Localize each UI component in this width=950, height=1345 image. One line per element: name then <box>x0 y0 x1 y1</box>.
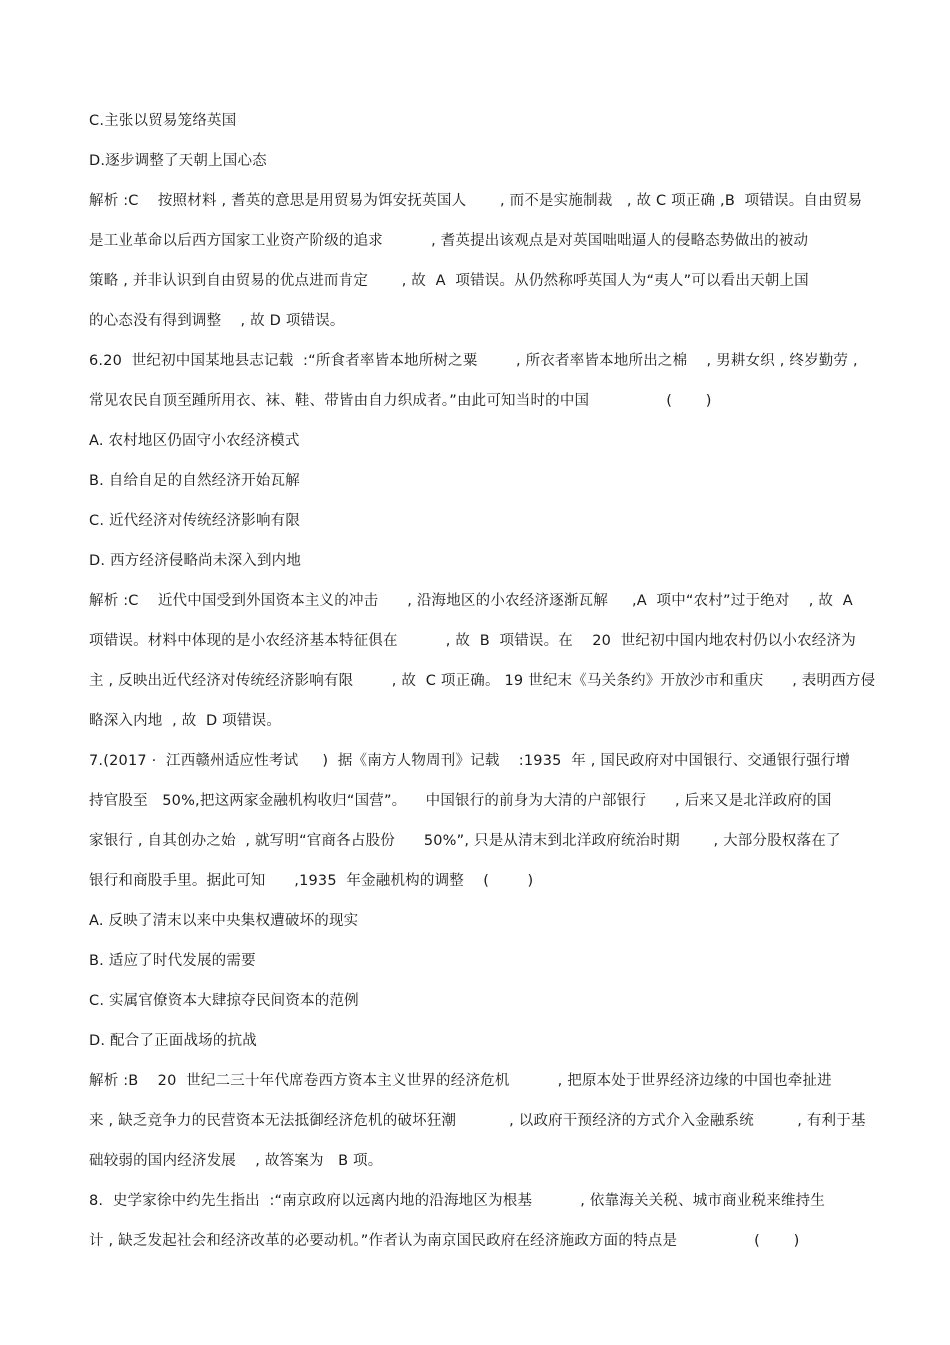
analysis-q5-line-3: 策略 , 并非认识到自由贸易的优点进而肯定 , 故 A 项错误。从仍然称呼英国人为“夷人”可以看出天朝上国 <box>89 273 809 289</box>
analysis-q6-line-2: 项错误。材料中体现的是小农经济基本特征俱在 , 故 B 项错误。在 20 世纪初中国内地农村仍以小农经济为 <box>89 633 856 649</box>
option-c-q6: C. 近代经济对传统经济影响有限 <box>89 513 301 529</box>
analysis-q5-line-2: 是工业革命以后西方国家工业资产阶级的追求 , 耆英提出该观点是对英国咄咄逼人的侵略态势做出的被动 <box>89 233 809 249</box>
analysis-q7-line-2: 来 , 缺乏竞争力的民营资本无法抵御经济危机的破坏狂潮 , 以政府干预经济的方式介入金融系统 , 有利于基 <box>89 1113 866 1129</box>
analysis-q6-line-3: 主 , 反映出近代经济对传统经济影响有限 , 故 C 项正确。 19 世纪末《马关条约》开放沙市和重庆 , 表明西方侵 <box>89 673 876 689</box>
analysis-q5-line-4: 的心态没有得到调整 , 故 D 项错误。 <box>89 313 345 329</box>
analysis-q6-line-4: 略深入内地 , 故 D 项错误。 <box>89 713 282 729</box>
option-b-q7: B. 适应了时代发展的需要 <box>89 953 256 969</box>
question-7-line-2: 持官股至 50%,把这两家金融机构收归“国营”。 中国银行的前身为大清的户部银行 , 后来又是北洋政府的国 <box>89 793 832 809</box>
option-d-q6: D. 西方经济侵略尚未深入到内地 <box>89 553 302 569</box>
option-b-q6: B. 自给自足的自然经济开始瓦解 <box>89 473 300 489</box>
question-8-line-1: 8. 史学家徐中约先生指出 :“南京政府以远离内地的沿海地区为根基 , 依靠海关关税、城市商业税来维持生 <box>89 1193 826 1209</box>
question-7-line-4: 银行和商股手里。据此可知 ,1935 年金融机构的调整 ( ) <box>89 873 534 889</box>
option-c-q7: C. 实属官僚资本大肆掠夺民间资本的范例 <box>89 993 359 1009</box>
analysis-q7-line-1: 解析 :B 20 世纪二三十年代席卷西方资本主义世界的经济危机 , 把原本处于世界经济边缘的中国也牵扯进 <box>89 1073 832 1089</box>
question-7-line-1: 7.(2017 · 江西赣州适应性考试 ) 据《南方人物周刊》记载 :1935 年 , 国民政府对中国银行、交通银行强行增 <box>89 753 851 769</box>
analysis-q7-line-3: 础较弱的国内经济发展 , 故答案为 B 项。 <box>89 1153 383 1169</box>
option-a-q6: A. 农村地区仍固守小农经济模式 <box>89 433 300 449</box>
question-6-line-1: 6.20 世纪初中国某地县志记载 :“所食者率皆本地所树之粟 , 所衣者率皆本地所出之棉 , 男耕女织 , 终岁勤劳 , <box>89 353 858 369</box>
option-a-q7: A. 反映了清末以来中央集权遭破坏的现实 <box>89 913 359 929</box>
option-d-q5: D.逐步调整了天朝上国心态 <box>89 153 267 169</box>
question-8-line-2: 计 , 缺乏发起社会和经济改革的必要动机。”作者认为南京国民政府在经济施政方面的特点是 ( ) <box>89 1233 800 1249</box>
analysis-q5-line-1: 解析 :C 按照材料 , 耆英的意思是用贸易为饵安抚英国人 , 而不是实施制裁 , 故 C 项正确 ,B 项错误。自由贸易 <box>89 193 863 209</box>
option-d-q7: D. 配合了正面战场的抗战 <box>89 1033 257 1049</box>
option-c-q5: C.主张以贸易笼络英国 <box>89 113 237 129</box>
question-6-line-2: 常见农民自顶至踵所用衣、袜、鞋、带皆由自力织成者。”由此可知当时的中国 ( ) <box>89 393 712 409</box>
question-7-line-3: 家银行 , 自其创办之始 , 就写明“官商各占股份 50%”, 只是从清末到北洋政府统治时期 , 大部分股权落在了 <box>89 833 841 849</box>
analysis-q6-line-1: 解析 :C 近代中国受到外国资本主义的冲击 , 沿海地区的小农经济逐渐瓦解 ,A 项中“农村”过于绝对 , 故 A <box>89 593 853 609</box>
